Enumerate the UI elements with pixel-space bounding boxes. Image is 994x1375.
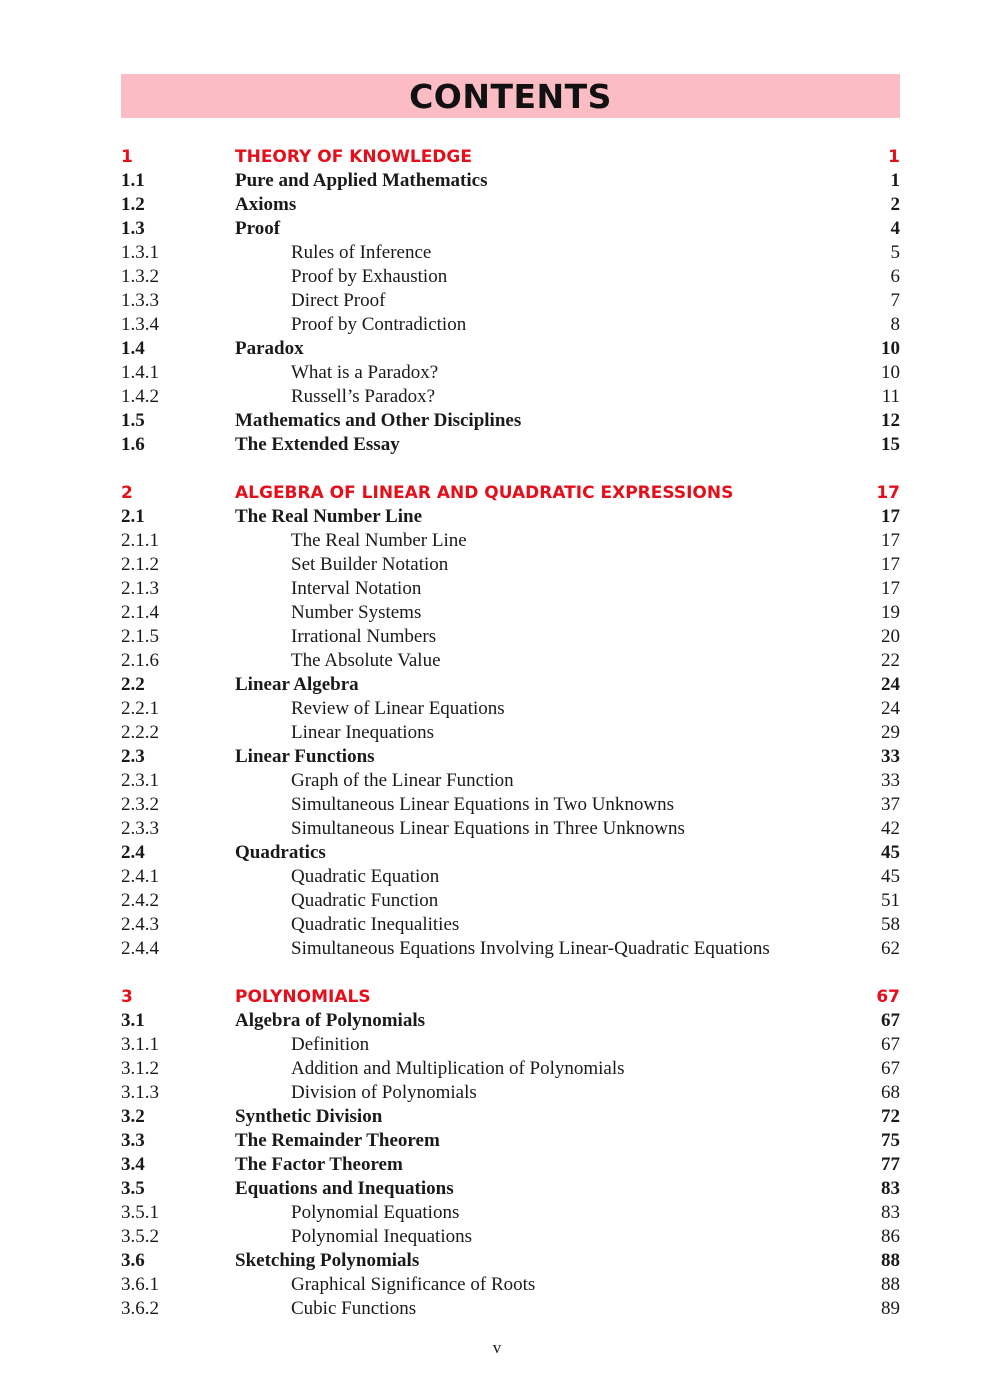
toc-entry-title: Proof [235,218,281,239]
toc-subsection-row[interactable] [121,865,900,889]
toc-entry-page: 67 [881,1010,900,1031]
toc-entry-number: 2.2.1 [121,698,159,719]
toc-subsection-row[interactable] [121,313,900,337]
toc-entry-page: 83 [881,1178,900,1199]
toc-entry-title: Definition [291,1034,370,1055]
toc-entry-title: Axioms [235,194,297,215]
toc-entry-title: Rules of Inference [291,242,432,263]
toc-entry-title: Simultaneous Linear Equations in Three Unknowns [291,818,685,839]
toc-entry-page: 8 [890,314,900,335]
toc-entry-number: 2.1.2 [121,554,159,575]
toc-section-row[interactable] [121,169,900,193]
toc-subsection-row[interactable] [121,553,900,577]
toc-chapter-row[interactable] [121,985,900,1009]
toc-section-row[interactable] [121,337,900,361]
table-of-contents [121,145,900,1321]
toc-entry-title: Division of Polynomials [291,1082,477,1103]
toc-entry-number: 1.4 [121,338,145,359]
toc-entry-title: Proof by Contradiction [291,314,467,335]
toc-entry-number: 2.1.3 [121,578,159,599]
toc-entry-page: 11 [881,386,900,407]
toc-entry-title: Linear Algebra [235,674,359,695]
toc-entry-number: 2.4.1 [121,866,159,887]
toc-entry-title: Cubic Functions [291,1298,417,1319]
toc-entry-title: Direct Proof [291,290,386,311]
toc-entry-title: The Remainder Theorem [235,1130,440,1151]
toc-entry-page: 10 [881,338,900,359]
toc-subsection-row[interactable] [121,529,900,553]
toc-entry-number: 3.1.3 [121,1082,159,1103]
toc-entry-title: Irrational Numbers [291,626,437,647]
toc-entry-page: 12 [881,410,900,431]
toc-subsection-row[interactable] [121,649,900,673]
toc-subsection-row[interactable] [121,577,900,601]
toc-section-row[interactable] [121,1009,900,1033]
toc-subsection-row[interactable] [121,1033,900,1057]
toc-entry-title: Review of Linear Equations [291,698,505,719]
toc-entry-title: Pure and Applied Mathematics [235,170,488,191]
toc-entry-number: 3.1.1 [121,1034,159,1055]
toc-entry-number: 3.6.1 [121,1274,159,1295]
toc-entry-page: 67 [881,1034,900,1055]
toc-entry-page: 89 [881,1298,900,1319]
toc-entry-number: 3.6.2 [121,1298,159,1319]
toc-subsection-row[interactable] [121,793,900,817]
toc-entry-number: 3.2 [121,1106,145,1127]
toc-chapter-row[interactable] [121,481,900,505]
toc-entry-page: 20 [881,626,900,647]
toc-entry-title: Equations and Inequations [235,1178,454,1199]
toc-entry-page: 24 [881,698,900,719]
toc-entry-title: Simultaneous Linear Equations in Two Unknowns [291,794,675,815]
toc-entry-number: 1.6 [121,434,145,455]
toc-entry-title: The Absolute Value [291,650,441,671]
toc-subsection-row[interactable] [121,937,900,961]
toc-entry-page: 37 [881,794,900,815]
toc-subsection-row[interactable] [121,697,900,721]
toc-section-row[interactable] [121,505,900,529]
toc-entry-number: 2.1.4 [121,602,159,623]
toc-subsection-row[interactable] [121,769,900,793]
toc-entry-page: 88 [881,1274,900,1295]
toc-entry-title: The Real Number Line [235,506,423,527]
toc-entry-number: 3.5.2 [121,1226,159,1247]
toc-section-row[interactable] [121,193,900,217]
toc-entry-page: 22 [881,650,900,671]
toc-entry-number: 2.3 [121,746,145,767]
toc-entry-number: 2.4 [121,842,145,863]
toc-entry-title: The Real Number Line [291,530,467,551]
toc-entry-title: Linear Inequations [291,722,434,743]
toc-entry-title: Algebra of Polynomials [235,1010,425,1031]
toc-entry-page: 4 [890,218,900,239]
toc-entry-number: 2.4.3 [121,914,159,935]
toc-entry-page: 17 [881,554,900,575]
toc-entry-page: 15 [881,434,900,455]
toc-entry-title: Number Systems [291,602,422,623]
toc-entry-number: 3.3 [121,1130,145,1151]
contents-header-band [121,74,900,118]
toc-entry-page: 51 [881,890,900,911]
toc-entry-title: Quadratics [235,842,326,863]
toc-entry-title: What is a Paradox? [291,362,439,383]
toc-chapter-row[interactable] [121,145,900,169]
toc-subsection-row[interactable] [121,889,900,913]
toc-entry-number: 1.3.3 [121,290,159,311]
toc-subsection-row[interactable] [121,289,900,313]
toc-entry-number: 2.4.2 [121,890,159,911]
toc-entry-title: THEORY OF KNOWLEDGE [235,147,472,167]
toc-entry-page: 33 [881,746,900,767]
toc-entry-number: 2.1.1 [121,530,159,551]
toc-entry-title: Proof by Exhaustion [291,266,448,287]
toc-entry-number: 3.6 [121,1250,145,1271]
page-title: CONTENTS [409,76,612,116]
toc-entry-number: 1.5 [121,410,145,431]
toc-subsection-row[interactable] [121,1081,900,1105]
toc-entry-number: 2.2 [121,674,145,695]
toc-entry-page: 19 [881,602,900,623]
toc-entry-title: Quadratic Function [291,890,439,911]
toc-entry-page: 24 [881,674,900,695]
toc-subsection-row[interactable] [121,913,900,937]
toc-entry-title: Set Builder Notation [291,554,449,575]
toc-entry-page: 7 [890,290,900,311]
toc-entry-number: 1.4.2 [121,386,159,407]
toc-entry-number: 1.2 [121,194,145,215]
toc-entry-number: 2.1.6 [121,650,159,671]
toc-entry-page: 17 [876,483,900,503]
toc-entry-page: 67 [876,987,900,1007]
toc-entry-page: 29 [881,722,900,743]
toc-entry-title: Quadratic Equation [291,866,440,887]
toc-entry-number: 3 [121,987,133,1007]
toc-subsection-row[interactable] [121,241,900,265]
toc-entry-page: 17 [881,578,900,599]
toc-entry-page: 58 [881,914,900,935]
toc-section-row[interactable] [121,1153,900,1177]
toc-entry-number: 2.2.2 [121,722,159,743]
toc-subsection-row[interactable] [121,1297,900,1321]
toc-entry-title: Addition and Multiplication of Polynomials [291,1058,625,1079]
toc-subsection-row[interactable] [121,817,900,841]
toc-entry-title: Graphical Significance of Roots [291,1274,536,1295]
toc-entry-number: 1.3.1 [121,242,159,263]
page-number: v [492,1338,502,1357]
toc-section-row[interactable] [121,1105,900,1129]
toc-entry-number: 3.5.1 [121,1202,159,1223]
toc-entry-title: Interval Notation [291,578,422,599]
toc-entry-number: 1 [121,147,133,167]
toc-entry-page: 2 [890,194,900,215]
toc-entry-page: 17 [881,506,900,527]
toc-entry-title: Mathematics and Other Disciplines [235,410,522,431]
toc-subsection-row[interactable] [121,721,900,745]
toc-subsection-row[interactable] [121,601,900,625]
toc-subsection-row[interactable] [121,385,900,409]
toc-entry-page: 17 [881,530,900,551]
toc-entry-page: 10 [881,362,900,383]
toc-entry-title: Graph of the Linear Function [291,770,514,791]
toc-entry-page: 5 [890,242,900,263]
toc-entry-number: 2.4.4 [121,938,159,959]
toc-entry-page: 45 [881,842,900,863]
toc-entry-title: Quadratic Inequalities [291,914,460,935]
toc-entry-number: 3.4 [121,1154,145,1175]
toc-entry-page: 1 [890,170,900,191]
toc-entry-number: 3.1.2 [121,1058,159,1079]
toc-entry-title: Russell’s Paradox? [291,386,436,407]
toc-subsection-row[interactable] [121,625,900,649]
toc-section-row[interactable] [121,841,900,865]
toc-entry-title: Paradox [235,338,304,359]
toc-entry-page: 62 [881,938,900,959]
toc-subsection-row[interactable] [121,1273,900,1297]
toc-entry-page: 1 [888,147,900,167]
toc-entry-page: 6 [890,266,900,287]
toc-entry-title: POLYNOMIALS [235,987,371,1007]
toc-entry-number: 1.1 [121,170,145,191]
toc-entry-title: Polynomial Inequations [291,1226,473,1247]
toc-entry-page: 75 [881,1130,900,1151]
toc-entry-number: 2.1.5 [121,626,159,647]
toc-entry-number: 1.3 [121,218,145,239]
toc-entry-number: 2.1 [121,506,145,527]
toc-subsection-row[interactable] [121,1057,900,1081]
toc-entry-number: 3.1 [121,1010,145,1031]
toc-entry-number: 3.5 [121,1178,145,1199]
toc-entry-title: Synthetic Division [235,1106,383,1127]
toc-entry-title: ALGEBRA OF LINEAR AND QUADRATIC EXPRESSIONS [235,483,734,503]
toc-entry-page: 42 [881,818,900,839]
toc-entry-page: 68 [881,1082,900,1103]
toc-subsection-row[interactable] [121,1225,900,1249]
toc-entry-title: Sketching Polynomials [235,1250,420,1271]
toc-section-row[interactable] [121,409,900,433]
toc-entry-number: 2.3.3 [121,818,159,839]
toc-entry-number: 2.3.2 [121,794,159,815]
toc-entry-page: 83 [881,1202,900,1223]
toc-entry-number: 2.3.1 [121,770,159,791]
toc-entry-title: Linear Functions [235,746,375,767]
toc-section-row[interactable] [121,673,900,697]
toc-subsection-row[interactable] [121,1201,900,1225]
toc-entry-title: The Factor Theorem [235,1154,403,1175]
toc-subsection-row[interactable] [121,265,900,289]
toc-section-row[interactable] [121,1129,900,1153]
toc-section-row[interactable] [121,745,900,769]
toc-section-row[interactable] [121,1177,900,1201]
toc-section-row[interactable] [121,1249,900,1273]
toc-entry-page: 88 [881,1250,900,1271]
toc-section-row[interactable] [121,217,900,241]
toc-entry-page: 77 [881,1154,900,1175]
toc-entry-title: The Extended Essay [235,434,400,455]
toc-entry-number: 1.4.1 [121,362,159,383]
toc-entry-page: 33 [881,770,900,791]
toc-section-row[interactable] [121,433,900,457]
toc-entry-title: Simultaneous Equations Involving Linear-Quadratic Equations [291,938,770,959]
toc-entry-page: 72 [881,1106,900,1127]
toc-entry-page: 67 [881,1058,900,1079]
toc-entry-number: 2 [121,483,133,503]
toc-subsection-row[interactable] [121,361,900,385]
toc-entry-number: 1.3.4 [121,314,159,335]
toc-entry-page: 45 [881,866,900,887]
toc-entry-title: Polynomial Equations [291,1202,460,1223]
toc-entry-page: 86 [881,1226,900,1247]
toc-entry-number: 1.3.2 [121,266,159,287]
